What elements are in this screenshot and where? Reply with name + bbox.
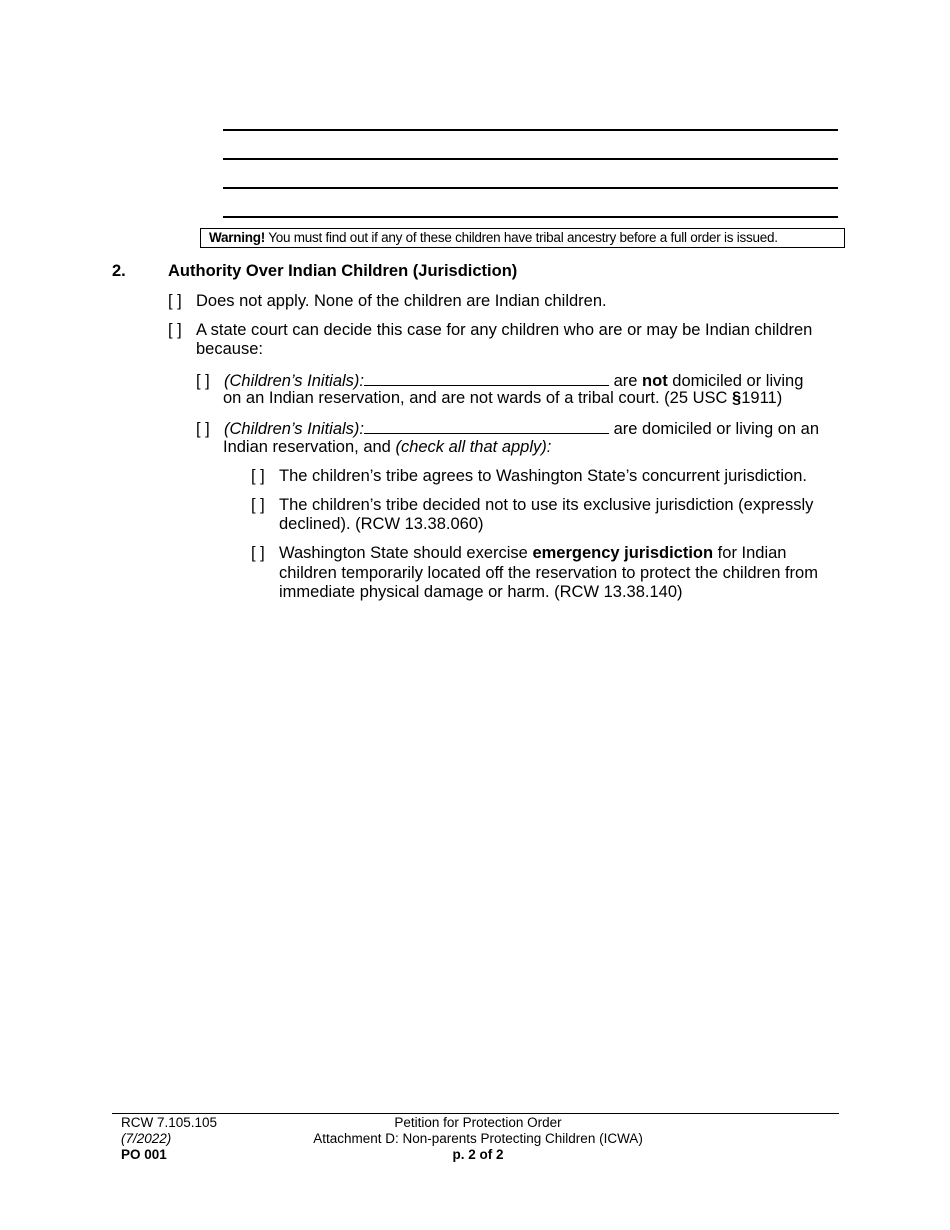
emphasis: emergency jurisdiction <box>532 544 714 562</box>
instruction: (check all that apply): <box>395 438 552 456</box>
text: are <box>609 372 643 390</box>
checkbox[interactable]: [ ] <box>251 467 265 485</box>
checkbox[interactable]: [ ] <box>168 292 182 310</box>
option-text-continued: immediate physical damage or harm. (RCW 13.38.140) <box>279 583 683 601</box>
option-text-continued: children temporarily located off the reservation to protect the children from <box>279 564 818 582</box>
option-text: Does not apply. None of the children are Indian children. <box>196 292 607 310</box>
footer-page-number: p. 2 of 2 <box>452 1147 504 1162</box>
blank-line[interactable] <box>223 129 838 131</box>
footer-divider <box>112 1113 839 1114</box>
footer-title: Petition for Protection Order <box>394 1115 562 1130</box>
check-concurrent-jurisdiction <box>251 466 807 486</box>
checkbox[interactable]: [ ] <box>251 496 265 514</box>
text: Indian reservation, and <box>223 438 396 456</box>
option-text-continued: declined). (RCW 13.38.060) <box>279 515 484 533</box>
checkbox[interactable]: [ ] <box>251 544 265 562</box>
initials-label: (Children’s Initials): <box>224 420 364 438</box>
text: are domiciled or living on an <box>609 420 820 438</box>
section-symbol: § <box>732 389 742 407</box>
checkbox[interactable]: [ ] <box>168 321 182 339</box>
sub-option-text-continued <box>223 437 551 457</box>
footer-subtitle: Attachment D: Non-parents Protecting Children (ICWA) <box>313 1131 643 1146</box>
footer-form-number: PO 001 <box>121 1147 167 1162</box>
option-text: The children’s tribe agrees to Washington State’s concurrent jurisdiction. <box>279 467 807 485</box>
checkbox[interactable]: [ ] <box>196 420 210 438</box>
option-text: A state court can decide this case for any children who are or may be Indian children <box>196 321 813 339</box>
footer-date: (7/2022) <box>121 1131 172 1146</box>
check-emergency-jurisdiction <box>251 543 786 563</box>
emphasis: not <box>642 372 668 390</box>
check-declined-jurisdiction <box>251 495 813 515</box>
sub-option-domiciled <box>196 417 819 439</box>
option-does-not-apply <box>168 291 607 311</box>
checkbox[interactable]: [ ] <box>196 372 210 390</box>
warning-box <box>200 228 845 248</box>
warning-label: Warning! <box>209 230 265 245</box>
option-text: The children’s tribe decided not to use its exclusive jurisdiction (expressly <box>279 496 814 514</box>
text: on an Indian reservation, and are not wards of a tribal court. (25 USC <box>223 389 733 407</box>
section-number: 2. <box>112 262 126 280</box>
blank-line[interactable] <box>223 187 838 189</box>
warning-text: You must find out if any of these children have tribal ancestry before a full order is issued. <box>265 230 778 245</box>
initials-field[interactable] <box>364 369 609 386</box>
initials-label: (Children’s Initials): <box>224 372 364 390</box>
blank-line[interactable] <box>223 158 838 160</box>
text: Washington State should exercise <box>279 544 533 562</box>
initials-field[interactable] <box>364 417 609 434</box>
text: 1911) <box>741 389 783 407</box>
sub-option-text-continued <box>223 388 782 408</box>
footer-rcw: RCW 7.105.105 <box>121 1115 218 1130</box>
blank-line[interactable] <box>223 216 838 218</box>
section-heading: Authority Over Indian Children (Jurisdiction) <box>168 262 518 280</box>
text: for Indian <box>713 544 787 562</box>
option-state-court <box>168 320 812 340</box>
text: domiciled or living <box>667 372 804 390</box>
option-text-continued: because: <box>196 340 263 358</box>
